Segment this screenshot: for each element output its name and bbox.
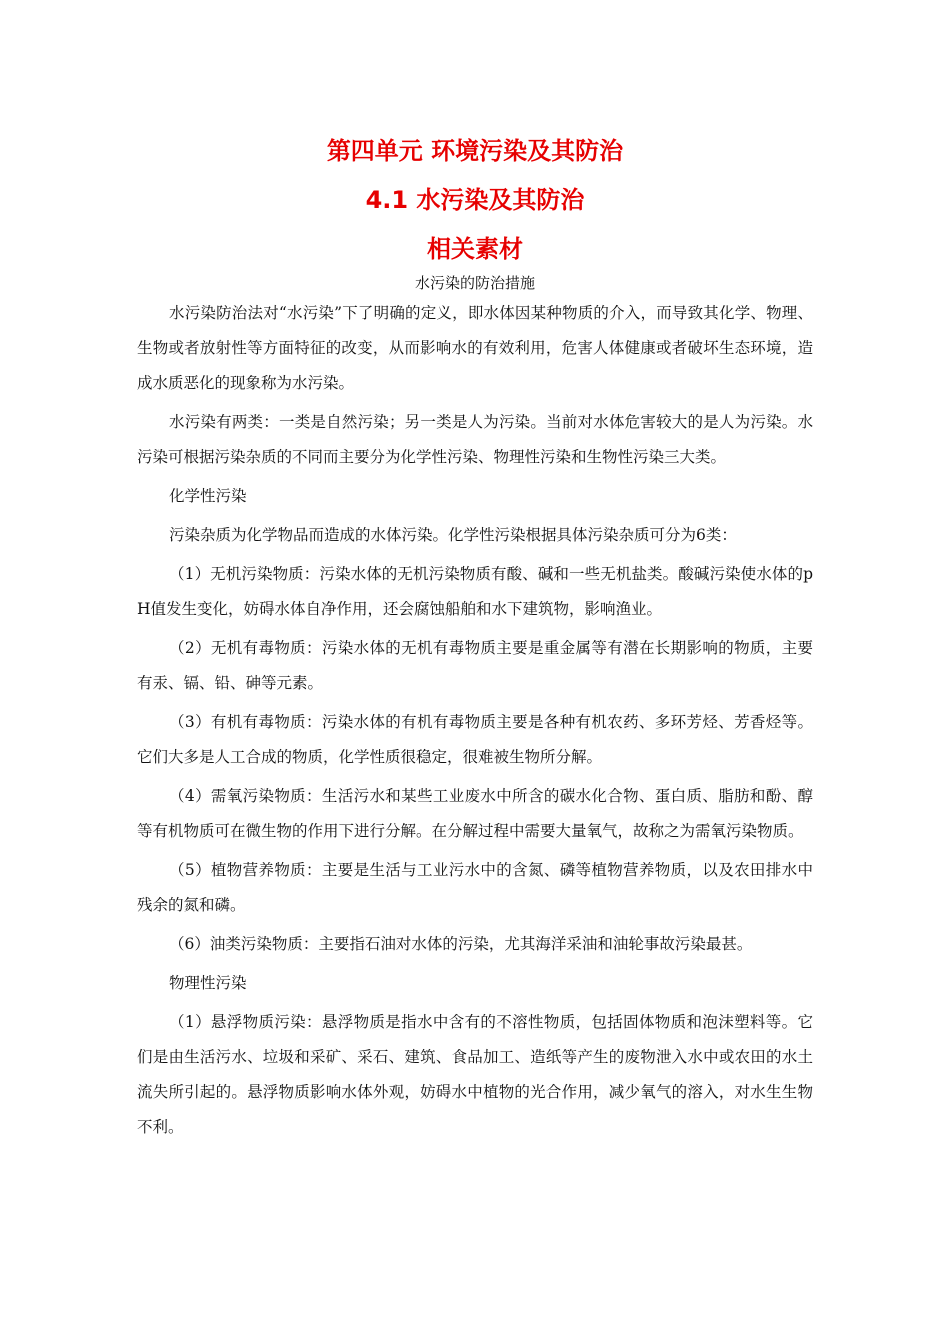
paragraph-chemical-6: （6）油类污染物质：主要指石油对水体的污染，尤其海洋采油和油轮事故污染最甚。: [169, 935, 753, 953]
paragraph-types: 水污染有两类：一类是自然污染；另一类是人为污染。当前对水体危害较大的是人为污染。水污染可根据污染杂质的不同而主要分为化学性污染、物理性污染和生物性污染三大类。: [137, 413, 813, 466]
body-text: [137, 296, 813, 1145]
paragraph-chemical-intro: 污染杂质为化学物品而造成的水体污染。化学性污染根据具体污染杂质可分为6类：: [169, 526, 737, 544]
unit-title: 第四单元 环境污染及其防治: [326, 137, 624, 165]
subtitle: 水污染的防治措施: [414, 274, 535, 292]
paragraph-chemical-4: （4）需氧污染物质：生活污水和某些工业废水中所含的碳水化合物、蛋白质、脂肪和酚、醇等有机物质可在微生物的作用下进行分解。在分解过程中需要大量氧气，故称之为需氧污染物质。: [137, 787, 813, 840]
section-title: 4.1 水污染及其防治: [365, 186, 585, 214]
paragraph-chemical-3: （3）有机有毒物质：污染水体的有机有毒物质主要是各种有机农药、多环芳烃、芳香烃等。它们大多是人工合成的物质，化学性质很稳定，很难被生物所分解。: [137, 713, 813, 766]
paragraph-chemical-2: （2）无机有毒物质：污染水体的无机有毒物质主要是重金属等有潜在长期影响的物质，主要有汞、镉、铅、砷等元素。: [137, 639, 813, 692]
paragraph-chemical-1: （1）无机污染物质：污染水体的无机污染物质有酸、碱和一些无机盐类。酸碱污染使水体的pH值发生变化，妨碍水体自净作用，还会腐蚀船舶和水下建筑物，影响渔业。: [137, 565, 813, 618]
paragraph-definition: 水污染防治法对“水污染”下了明确的定义，即水体因某种物质的介入，而导致其化学、物理、生物或者放射性等方面特征的改变，从而影响水的有效利用，危害人体健康或者破坏生态环境，造成水质恶化的现象称为水污染。: [137, 304, 813, 392]
material-title: 相关素材: [427, 235, 523, 263]
paragraph-physical-1: （1）悬浮物质污染：悬浮物质是指水中含有的不溶性物质，包括固体物质和泡沫塑料等。它们是由生活污水、垃圾和采矿、采石、建筑、食品加工、造纸等产生的废物泄入水中或农田的水土流失所引起的。悬浮物质影响水体外观，妨碍水中植物的光合作用，减少氧气的溶入，对水生生物不利。: [137, 1013, 813, 1136]
heading-physical-pollution: 物理性污染: [169, 974, 247, 992]
heading-chemical-pollution: 化学性污染: [169, 487, 247, 505]
paragraph-chemical-5: （5）植物营养物质：主要是生活与工业污水中的含氮、磷等植物营养物质，以及农田排水中残余的氮和磷。: [137, 861, 813, 914]
